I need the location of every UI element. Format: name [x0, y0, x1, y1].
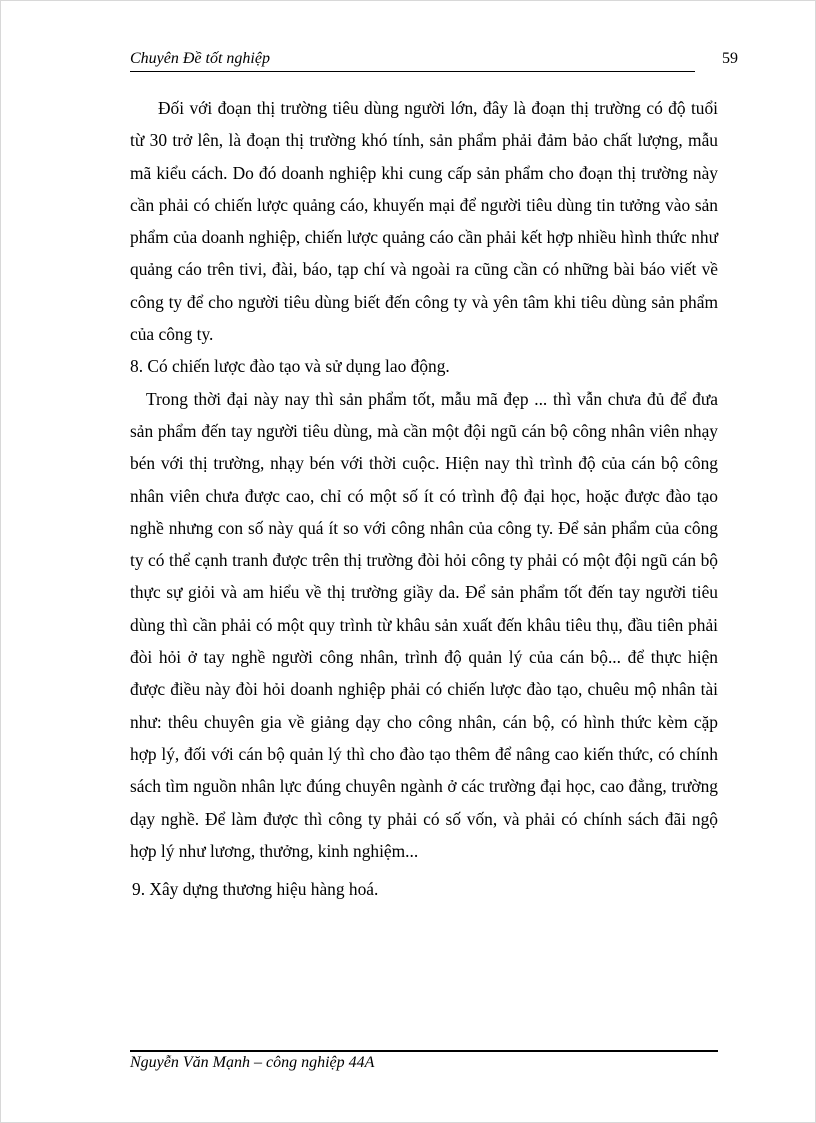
section-heading-9: 9. Xây dựng thương hiệu hàng hoá. — [132, 879, 379, 900]
paragraph-adult-market: Đối với đoạn thị trường tiêu dùng người lớn, đây là đoạn thị trường có độ tuổi từ 30 trở lên, là đoạn thị trường khó tính, sản phẩm phải đảm bảo chất lượng, mẫu mã kiểu cách. Do đó doanh nghiệp khi cung cấp sản phẩm cho đoạn thị trường này cần phải có chiến lược quảng cáo, khuyến mại để người tiêu dùng tin tưởng vào sản phẩm của doanh nghiệp, chiến lược quảng cáo cần phải kết hợp nhiều hình thức như quảng cáo trên tivi, đài, báo, tạp chí và ngoài ra cũng cần có những bài báo viết về công ty để cho người tiêu dùng biết đến công ty và yên tâm khi tiêu dùng sản phẩm của công ty. — [130, 98, 718, 345]
header-divider — [130, 71, 695, 72]
document-body — [130, 92, 718, 905]
header-title: Chuyên Đề tốt nghiệp — [130, 50, 270, 67]
page-footer: Nguyễn Văn Mạnh – công nghiệp 44A — [130, 1054, 375, 1071]
section-heading-8: 8. Có chiến lược đào tạo và sử dụng lao động. — [130, 356, 450, 377]
page-number: 59 — [722, 50, 738, 67]
paragraph-training-strategy: Trong thời đại này nay thì sản phẩm tốt, mẫu mã đẹp ... thì vẫn chưa đủ để đưa sản phẩm đến tay người tiêu dùng, mà cần một đội ngũ cán bộ công nhân viên nhạy bén với thị trường, nhạy bén với thời cuộc. Hiện nay thì trình độ của cán bộ công nhân viên chưa được cao, chỉ có một số ít có trình độ đại học, hoặc được đào tạo nghề nhưng con số này quá ít so với công nhân của công ty. Để sản phẩm của công ty có thể cạnh tranh được trên thị trường đòi hỏi công ty phải có một đội ngũ cán bộ thực sự giỏi và am hiểu về thị trường giầy da. Để sản phẩm tốt đến tay người tiêu dùng thì cần phải có một quy trình từ khâu sản xuất đến khâu tiêu thụ, đầu tiên phải đòi hỏi ở tay nghề người công nhân, trình độ quản lý của cán bộ... để thực hiện được điều này đòi hỏi doanh nghiệp phải có chiến lược đào tạo, chuêu mộ nhân tài như: thêu chuyên gia về giảng dạy cho công nhân, cán bộ, có hình thức kèm cặp hợp lý, đối với cán bộ quản lý thì cho đào tạo thêm để nâng cao kiến thức, có chính sách tìm nguồn nhân lực đúng chuyên ngành ở các trường đại học, cao đẳng, trường dạy nghề. Để làm được thì công ty phải có số vốn, và phải có chính sách đãi ngộ hợp lý như lương, thưởng, kinh nghiệm... — [130, 388, 718, 861]
footer-divider — [130, 1050, 718, 1052]
